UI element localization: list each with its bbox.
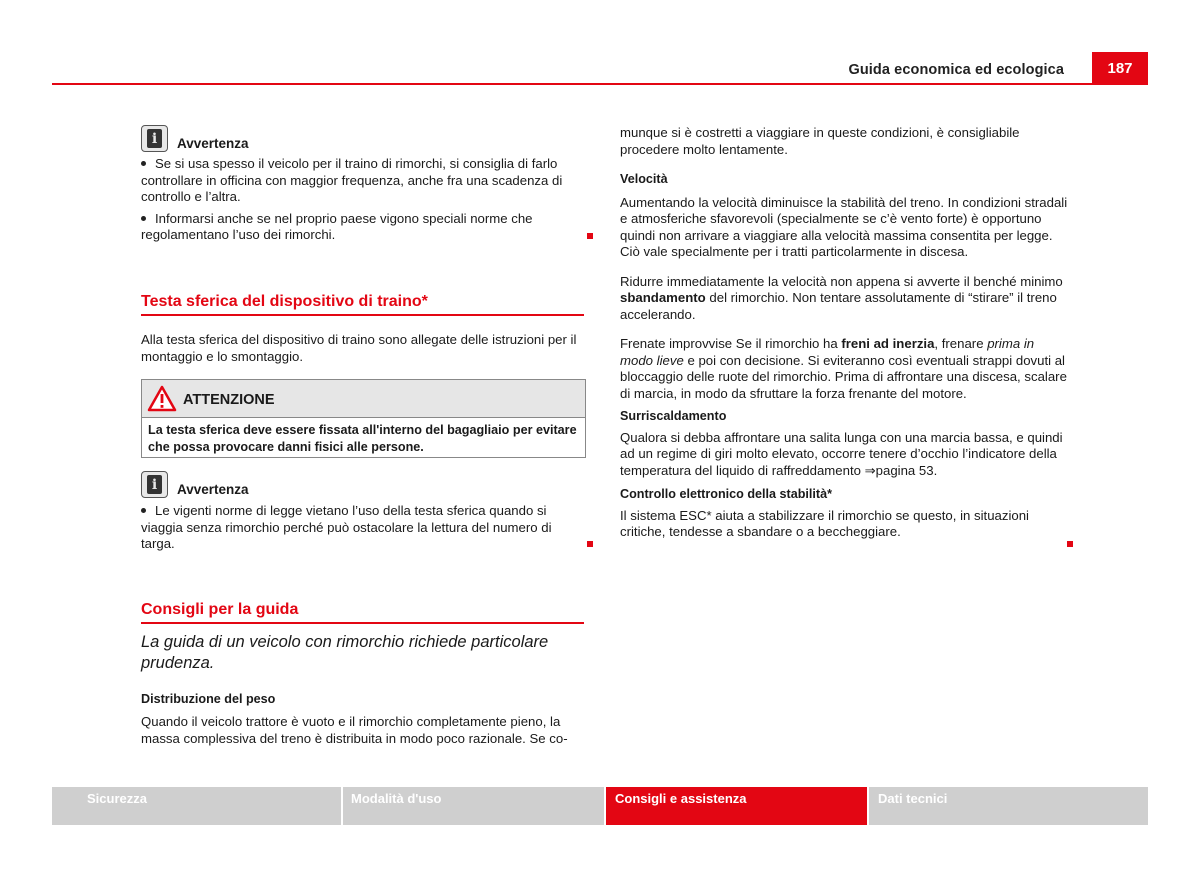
note-bullets: [141, 503, 581, 553]
body-text: Aumentando la velocità diminuisce la stabilità del treno. In condizioni stradali e atmosferiche sfavorevoli (specialmente se c’è vento forte) è opportuno quindi non arrivare a viaggiare alla velocità massima consentita per legge. Ciò vale specialmente per i tratti particolarmente in discesa.: [620, 194, 1068, 259]
end-marker-icon: [587, 233, 593, 239]
lead-text: La guida di un veicolo con rimorchio richiede particolare prudenza.: [141, 633, 549, 672]
body-text: munque si è costretti a viaggiare in queste condizioni, è consigliabile procedere molto lentamente.: [620, 125, 1020, 157]
subheading: Surriscaldamento: [620, 409, 727, 423]
bullet-icon: [141, 216, 146, 221]
tab-consigli-assistenza[interactable]: Consigli e assistenza: [606, 787, 867, 825]
tab-dati-tecnici[interactable]: Dati tecnici: [869, 787, 1148, 825]
bullet-icon: [141, 508, 146, 513]
note-title: Avvertenza: [177, 136, 249, 151]
info-icon: i: [141, 471, 168, 498]
note-bullet: Se si usa spesso il veicolo per il traino di rimorchi, si consiglia di farlo controllare in officina con maggior frequenza, anche fra una scadenza di controllo e l’altra.: [141, 156, 563, 204]
section-rule: [141, 622, 584, 624]
right-column: [620, 125, 1068, 541]
subheading: Distribuzione del peso: [141, 692, 276, 706]
body-text: Frenate improvvise Se il rimorchio ha freni ad inerzia, frenare prima in modo lieve e poi con decisione. Si eviteranno così eventuali strappi dovuti al bloccaggio delle ruote del rimorchio. Prima di affrontare una discesa, scalare di marcia, in modo da sfruttare la forza frenante del motore.: [620, 336, 1067, 401]
page-title: Guida economica ed ecologica: [848, 62, 1064, 78]
body-text: Il sistema ESC* aiuta a stabilizzare il rimorchio se questo, in situazioni critiche, tendesse a sbandare o a beccheggiare.: [620, 507, 1029, 539]
body-text: Qualora si debba affrontare una salita lunga con una marcia bassa, e quindi ad un regime di giri molto elevato, occorre tenere d’occhio l’indicatore della temperatura del liquido di raffreddamento ⇒pagina 53.: [620, 429, 1063, 478]
warning-box: [141, 379, 586, 458]
warning-triangle-icon: [147, 385, 177, 412]
section-rule: [141, 314, 584, 316]
warning-text: La testa sferica deve essere fissata all'interno del bagagliaio per evitare che possa provocare danni fisici alle persone.: [148, 423, 577, 454]
section-heading: Consigli per la guida: [141, 601, 299, 618]
end-marker-icon: [1067, 541, 1073, 547]
warning-header: [142, 380, 585, 418]
body-text: Quando il veicolo trattore è vuoto e il rimorchio completamente pieno, la massa complessiva del treno è distribuita in modo poco razionale. Se co-: [141, 714, 568, 746]
end-marker-icon: [587, 541, 593, 547]
bullet-icon: [141, 161, 146, 166]
subheading: Velocità: [620, 172, 668, 186]
tab-sicurezza[interactable]: Sicurezza: [52, 787, 341, 825]
note-bullet: Informarsi anche se nel proprio paese vigono speciali norme che regolamentano l’uso dei rimorchi.: [141, 210, 533, 242]
section-text: Alla testa sferica del dispositivo di traino sono allegate delle istruzioni per il montaggio e lo smontaggio.: [141, 332, 577, 364]
tab-modalita-uso[interactable]: Modalità d'uso: [343, 787, 604, 825]
note-bullets: [141, 156, 589, 244]
info-icon: i: [141, 125, 168, 152]
header-rule: [52, 83, 1148, 85]
section-heading: Testa sferica del dispositivo di traino*: [141, 293, 428, 310]
page-number: 187: [1092, 52, 1148, 85]
warning-title: ATTENZIONE: [183, 392, 275, 408]
body-text: Ridurre immediatamente la velocità non appena si avverte il benché minimo sbandamento del rimorchio. Non tentare assolutamente di “stirare” il treno accelerando.: [620, 273, 1063, 322]
note-bullet: Le vigenti norme di legge vietano l’uso della testa sferica quando si viaggia senza rimorchio perché può ostacolare la lettura del numero di targa.: [141, 503, 552, 551]
subheading: Controllo elettronico della stabilità*: [620, 487, 833, 501]
note-title: Avvertenza: [177, 482, 249, 497]
